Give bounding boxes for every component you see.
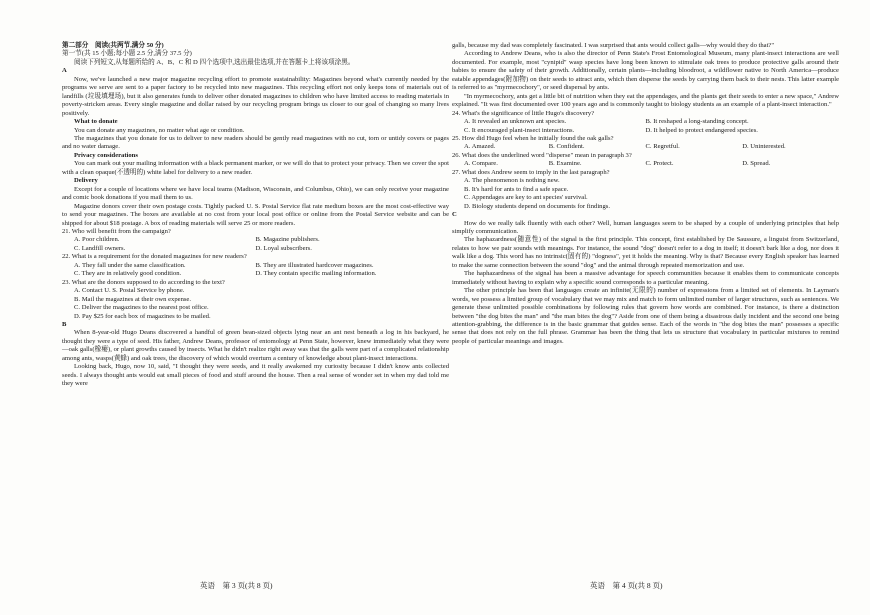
- passage-b-label: B: [62, 320, 67, 328]
- option: C. It encouraged plant-insect interactions.: [464, 126, 575, 134]
- question-21-stem: 21. Who will benefit from the campaign?: [62, 227, 171, 235]
- option: D. Uninterested.: [742, 143, 786, 151]
- option: B. Confident.: [548, 143, 585, 151]
- left-column: [62, 42, 449, 389]
- option: D. Biology students depend on documents for findings.: [464, 202, 610, 210]
- option: D. Spread.: [742, 160, 771, 168]
- question-21-options: [62, 236, 449, 253]
- question-25-options: [452, 143, 839, 151]
- passage-c-paragraph-4: The other principle has been that languages create an infinite(无限的) number of expressions from a limited set of elements. In Layman's words, we possess a limited group of vocabulary that we may mix and match to form unlimited number of larger structures, such as sentences. We generate these unlimited possible combinations by following rules that govern how words are combined. For instance, is there a distinction between "the dog bites the man" and "the man bites the dog"? Aside from one of them being a disastrous daily incident and the second one being attention-grabbing, the difference is in the basic grammar that guides sense. Each of the words in "the dog bites the man" possesses a specific sense that does not rely on the full phrase. Grammar has been the thing that lets us structure that vocabulary in particular mixtures to remind people of particular meanings and images.: [452, 287, 839, 345]
- passage-a-paragraph-3: The magazines that you donate for us to deliver to new readers should be gently read magazines with no cut, torn or untidy covers or pages and no water damage.: [62, 134, 449, 151]
- option: A. The phenomenon is nothing new.: [464, 177, 560, 185]
- option: C. Regretful.: [645, 143, 680, 151]
- passage-b-paragraph-3: According to Andrew Deans, who is also the director of Penn State's Frost Entomological Museum, many plant-insect interactions are well documented. For example, most "cynipid" wasp species have long been known to stimulate oak trees to produce protective galls around their babies to ensure the safety of their growth. Additionally, certain plants—including bloodroot, a wildflower native to North America—produce eatable appendages(附加物) on their seeds to attract ants, which then disperse the seeds by carrying them back to their nests. This latter example is referred to as "myrmecochory", or seed dispersal by ants.: [452, 50, 839, 92]
- question-25-stem: 25. How did Hugo feel when he initially found the oak galls?: [452, 134, 614, 142]
- option: D. It helped to protect endangered species.: [645, 126, 758, 134]
- passage-a-paragraph-1: Now, we've launched a new major magazine recycling effort to promote sustainability: Magazines beyond what's currently needed by the programs we serve are sent to a paper factory to be recycled into new magazines. This recycling effort not only keeps tons of materials out of landfills (垃圾填埋场), but it also generates funds to deliver other donated magazines to children who have limited access to reading materials in poverty-stricken areas. Every single magazine and dollar raised by our recycling program brings us closer to our goal of changing so many lives positively.: [62, 75, 449, 117]
- question-24-stem: 24. What's the significance of little Hugo's discovery?: [452, 109, 595, 117]
- page-footer-right: 英语 第 4 页(共 8 页): [590, 581, 663, 590]
- page-footer-left: 英语 第 3 页(共 8 页): [200, 581, 273, 590]
- passage-c-paragraph-2: The haphazardness(随意性) of the signal is the first principle. This concept, first established by De Saussure, a linguist from Switzerland, relates to how we pair sounds with meanings. For instance, the sound "dog" doesn't refer to a dog in itself; it doesn't bark like a dog, nor does it walk like a dog. This word has no intrinsic(固有的) "dogness", yet it holds the meaning. Why is that? Because every English speaker has learned to make the same connection between the sound "dog" and the animal through repeated memorization and use.: [452, 236, 839, 269]
- option: A. Contact U. S. Postal Service by phone.: [74, 287, 185, 295]
- option: B. Magazine publishers.: [255, 236, 320, 244]
- option: D. They contain specific mailing information.: [255, 270, 377, 278]
- passage-c-paragraph-1: How do we really talk fluently with each other? Well, human languages seem to be shaped by a couple of underlying principles that help simplify communication.: [452, 219, 839, 235]
- option: B. It reshaped a long-standing concept.: [645, 118, 749, 126]
- heading-delivery: Delivery: [74, 177, 98, 185]
- question-26-options: [452, 160, 839, 168]
- option: A. They fall under the same classification.: [74, 261, 186, 269]
- passage-c-paragraph-3: The haphazardness of the signal has been a massive advantage for speech communities because it enables them to communicate concepts immediately without having to explain why a specific sound corresponds to a particular meaning.: [452, 270, 839, 286]
- question-24-options: [452, 118, 839, 135]
- question-22-stem: 22. What is a requirement for the donated magazines for new readers?: [62, 253, 247, 261]
- option: B. Mail the magazines at their own expense.: [74, 295, 192, 303]
- instructions: 阅读下列短文,从每题所给的 A、B、C 和 D 四个选项中,选出最佳选项,并在答题卡上将该项涂黑。: [74, 58, 355, 66]
- passage-a-paragraph-6: Magazine donors cover their own postage costs. Tightly packed U. S. Postal Service flat rate medium boxes are the most cost-effective way to send your magazines. The boxes are available at no cost from your local post office or online from the Postal Service website and can be shipped for about $18 postage. A box of reading materials will serve 25 or more readers.: [62, 202, 449, 227]
- passage-a-paragraph-2: You can donate any magazines, no matter what age or condition.: [74, 126, 245, 134]
- part-title: 第二部分 阅读(共两节,满分 50 分): [62, 42, 164, 49]
- question-23-stem: 23. What are the donors supposed to do according to the text?: [62, 278, 225, 286]
- option: C. Deliver the magazines to the nearest post office.: [74, 304, 209, 312]
- option: B. Examine.: [548, 160, 582, 168]
- option: C. Protect.: [645, 160, 674, 168]
- question-26-stem: 26. What does the underlined word "disperse" mean in paragraph 3?: [452, 151, 632, 159]
- option: B. It's hard for ants to find a safe space.: [464, 185, 569, 193]
- option: C. They are in relatively good condition.: [74, 270, 182, 278]
- passage-a-paragraph-5: Except for a couple of locations where we have local teams (Madison, Wisconsin, and Columbus, Ohio), we can only receive your magazine and comic book donations if you mail them to us.: [62, 185, 449, 202]
- passage-c-label: C: [452, 211, 457, 219]
- option: A. Amazed.: [464, 143, 496, 151]
- option: A. Compare.: [464, 160, 498, 168]
- passage-a-label: A: [62, 67, 67, 75]
- heading-privacy: Privacy considerations: [74, 151, 138, 159]
- passage-b-paragraph-2: Looking back, Hugo, now 10, said, "I thought they were seeds, and it really awakened my curiosity because I didn't know ants collected seeds. I always thought ants would eat small pieces of food and stuff around the house. Then a real sense of wonder set in when my dad told me they were: [62, 363, 449, 388]
- option: B. They are illustrated hardcover magazines.: [255, 261, 374, 269]
- question-27-stem: 27. What does Andrew seem to imply in the last paragraph?: [452, 168, 610, 176]
- option: C. Landfill owners.: [74, 244, 126, 252]
- passage-b-paragraph-2-continued: galls, because my dad was completely fascinated. I was surprised that ants would collect galls—why would they do that?": [452, 42, 775, 49]
- option: D. Loyal subscribers.: [255, 244, 312, 252]
- passage-a-paragraph-4: You can mark out your mailing information with a black permanent marker, or we will do that to protect your privacy. Then we cover the spot with a clean opaque(不透明的) white label for delivery to a new reader.: [62, 160, 449, 176]
- option: C. Appendages are key to ant species' survival.: [464, 194, 588, 202]
- option: D. Pay $25 for each box of magazines to be mailed.: [74, 312, 211, 320]
- option: A. It revealed an unknown ant species.: [464, 118, 567, 126]
- option: A. Poor children.: [74, 236, 120, 244]
- passage-b-paragraph-1: When 8-year-old Hugo Deans discovered a handful of green bean-sized objects lying near an ant nest beneath a log in his backyard, he thought they were a type of seed. His father, Andrew Deans, professor of entomology at Penn State, however, knew immediately what they were—oak galls(橡瘿), or plant growths caused by insects. What he didn't realize right away was that the galls were part of a complicated relationship among ants, wasps(黄蜂) and oak trees, the discovery of which would overturn a century of knowledge about plant-insect interactions.: [62, 329, 449, 362]
- heading-what-to-donate: What to donate: [74, 118, 118, 126]
- section-title: 第一节(共 15 小题;每小题 2.5 分,满分 37.5 分): [62, 50, 192, 58]
- passage-b-paragraph-4: "In myrmecochory, ants get a little bit of nutrition when they eat the appendages, and the plants get their seeds to enter a new space," Andrew explained. "It was first documented over 100 years ago and is commonly taught to biology students as an example of a plant-insect interaction.": [452, 92, 839, 109]
- question-22-options: [62, 262, 449, 279]
- right-column: [452, 42, 839, 346]
